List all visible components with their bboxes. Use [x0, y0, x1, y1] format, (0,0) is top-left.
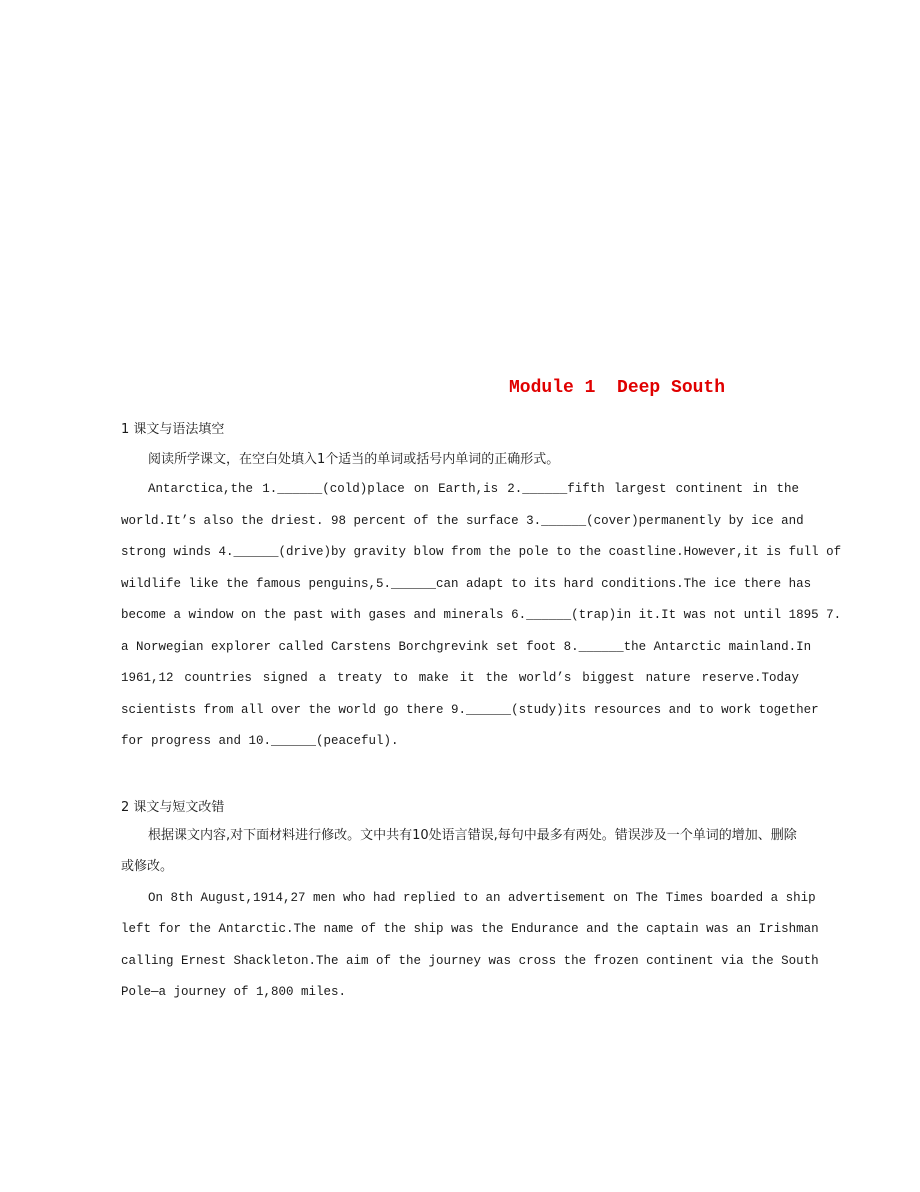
- passage-1-line-7: 1961,12 countries signed a treaty to make it the world’s biggest nature reserve.Today: [121, 671, 799, 685]
- section-1-instruction: 阅读所学课文，在空白处填入1个适当的单词或括号内单词的正确形式。: [148, 452, 560, 467]
- passage-1-line-2: world.It’s also the driest. 98 percent of the surface 3.______(cover)permanently by ice and: [121, 514, 804, 528]
- passage-1-line-8: scientists from all over the world go there 9.______(study)its resources and to work together: [121, 703, 819, 717]
- passage-2-line-1: On 8th August,1914,27 men who had replied to an advertisement on The Times boarded a ship: [148, 891, 816, 905]
- passage-2-line-4: Pole—a journey of 1,800 miles.: [121, 985, 347, 999]
- passage-1-line-5: become a window on the past with gases and minerals 6.______(trap)in it.It was not until 1895 7.: [121, 608, 842, 622]
- passage-1-line-4: wildlife like the famous penguins,5.______can adapt to its hard conditions.The ice there has: [121, 577, 812, 591]
- passage-2-line-3: calling Ernest Shackleton.The aim of the journey was cross the frozen continent via the South: [121, 954, 819, 968]
- module-title: Module 1 Deep South: [509, 378, 726, 398]
- passage-1-line-3: strong winds 4.______(drive)by gravity blow from the pole to the coastline.However,it is full of: [121, 545, 842, 559]
- passage-1-line-1: Antarctica,the 1.______(cold)place on Earth,is 2.______fifth largest continent in the: [148, 482, 799, 496]
- section-2-instruction: 根据课文内容,对下面材料进行修改。文中共有10处语言错误,每句中最多有两处。错误涉及一个单词的增加、删除或修改。: [121, 828, 797, 874]
- passage-1-line-9: for progress and 10.______(peaceful).: [121, 734, 399, 748]
- section-2-heading: 2 课文与短文改错: [121, 800, 225, 815]
- section-1-heading: 1 课文与语法填空: [121, 422, 225, 437]
- passage-1-line-6: a Norwegian explorer called Carstens Borchgrevink set foot 8.______the Antarctic mainland.In: [121, 640, 812, 654]
- passage-2-line-2: left for the Antarctic.The name of the ship was the Endurance and the captain was an Irishman: [121, 922, 819, 936]
